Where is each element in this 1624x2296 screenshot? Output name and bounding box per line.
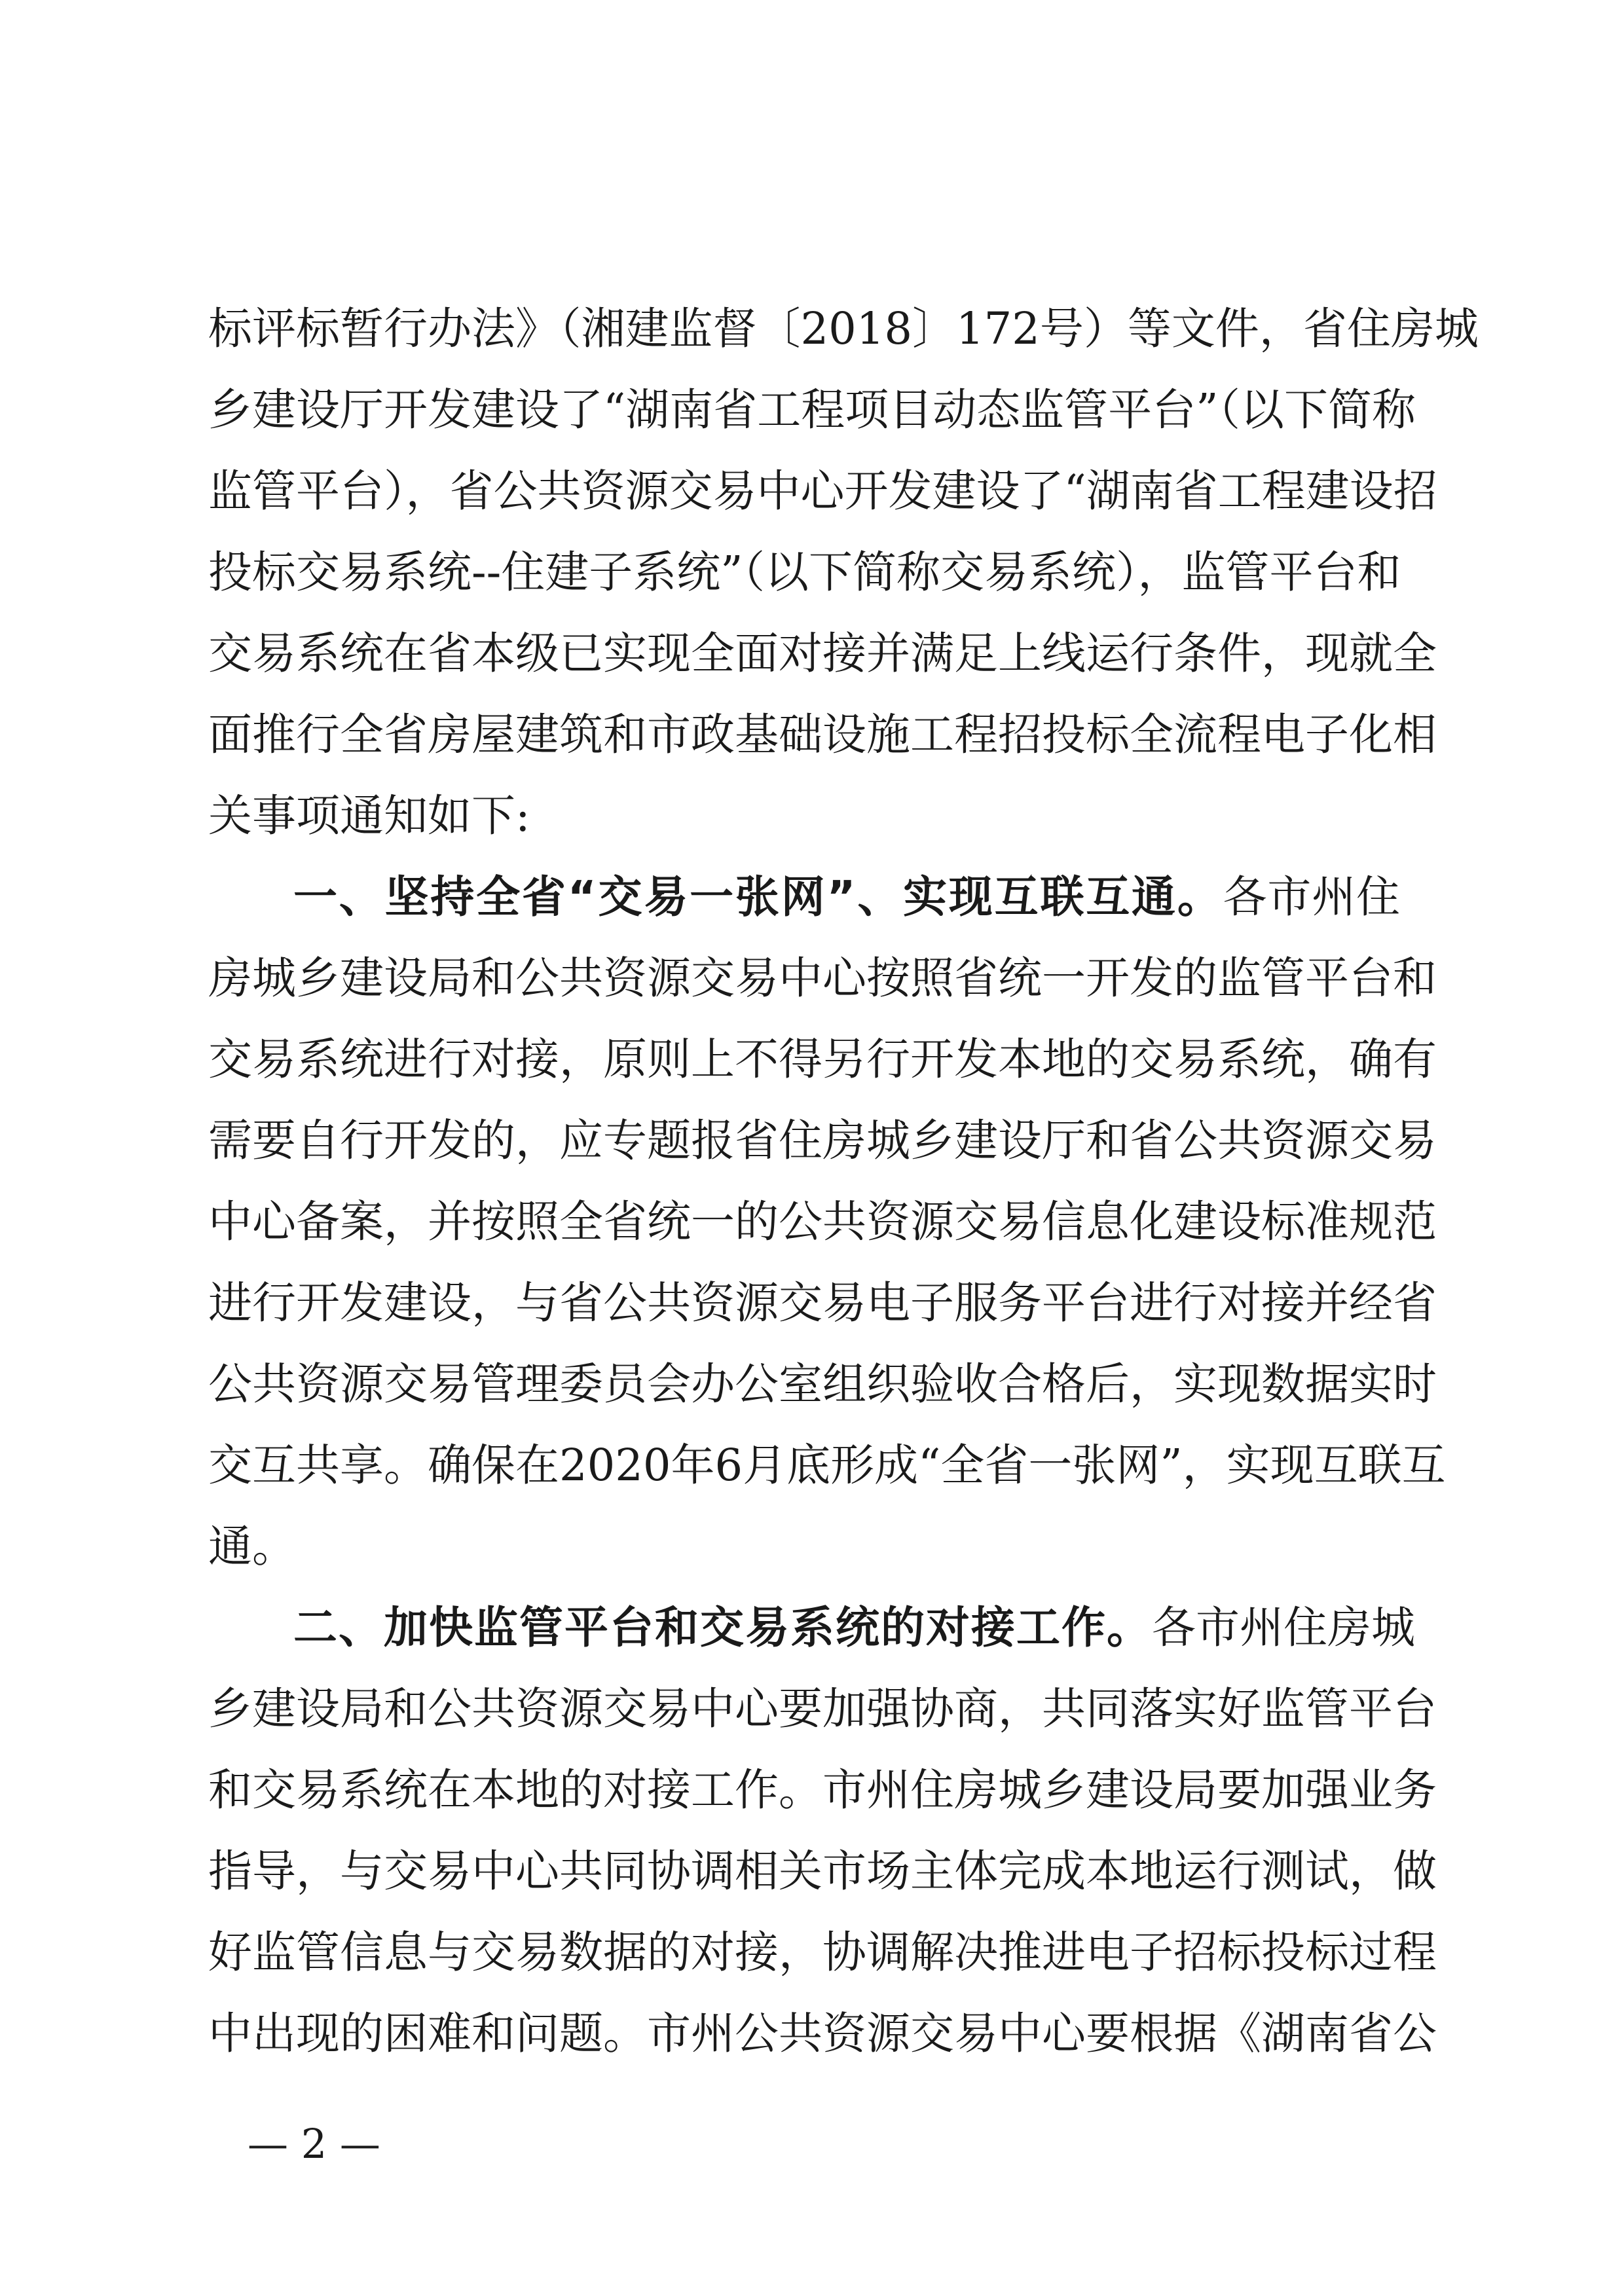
section-2-text-start: 各市州住房城 — [1152, 1602, 1415, 1653]
paragraph-line: 关事项通知如下: — [208, 790, 530, 841]
paragraph-line: 乡建设厅开发建设了“湖南省工程项目动态监管平台”（以下简称 — [208, 384, 1416, 435]
section-1-first-line — [208, 856, 1400, 938]
paragraph-line: 交互共享。确保在2020年6月底形成“全省一张网”，实现互联互 — [208, 1440, 1446, 1491]
section-1-heading: 一、坚持全省“交易一张网”、实现互联互通。 — [293, 871, 1223, 922]
paragraph-line: 需要自行开发的，应专题报省住房城乡建设厅和省公共资源交易 — [208, 1115, 1437, 1166]
paragraph-line: 通。 — [208, 1521, 296, 1572]
section-2-first-line — [208, 1587, 1415, 1668]
paragraph-line: 标评标暂行办法》（湘建监督〔2018〕172号）等文件，省住房城 — [208, 303, 1479, 354]
paragraph-line: 进行开发建设，与省公共资源交易电子服务平台进行对接并经省 — [208, 1277, 1437, 1328]
paragraph-line: 中心备案，并按照全省统一的公共资源交易信息化建设标准规范 — [208, 1196, 1437, 1247]
paragraph-line: 监管平台），省公共资源交易中心开发建设了“湖南省工程建设招 — [208, 465, 1437, 517]
page-number: — 2 — — [248, 2120, 380, 2168]
paragraph-line: 交易系统进行对接，原则上不得另行开发本地的交易系统，确有 — [208, 1034, 1437, 1085]
paragraph-line: 房城乡建设局和公共资源交易中心按照省统一开发的监管平台和 — [208, 953, 1437, 1004]
paragraph-line: 乡建设局和公共资源交易中心要加强协商，共同落实好监管平台 — [208, 1683, 1437, 1734]
paragraph-line: 面推行全省房屋建筑和市政基础设施工程招投标全流程电子化相 — [208, 709, 1437, 760]
section-2-heading: 二、加快监管平台和交易系统的对接工作。 — [293, 1602, 1152, 1653]
paragraph-line: 投标交易系统--住建子系统”（以下简称交易系统），监管平台和 — [208, 547, 1401, 598]
paragraph-line: 指导，与交易中心共同协调相关市场主体完成本地运行测试，做 — [208, 1846, 1437, 1897]
section-1-text-start: 各市州住 — [1223, 871, 1400, 922]
paragraph-line: 好监管信息与交易数据的对接，协调解决推进电子招标投标过程 — [208, 1927, 1437, 1978]
paragraph-line: 公共资源交易管理委员会办公室组织验收合格后，实现数据实时 — [208, 1358, 1437, 1410]
paragraph-line: 和交易系统在本地的对接工作。市州住房城乡建设局要加强业务 — [208, 1764, 1437, 1815]
document-body — [208, 288, 1479, 2074]
paragraph-line: 中出现的困难和问题。市州公共资源交易中心要根据《湖南省公 — [208, 2008, 1437, 2059]
paragraph-line: 交易系统在省本级已实现全面对接并满足上线运行条件，现就全 — [208, 628, 1437, 679]
